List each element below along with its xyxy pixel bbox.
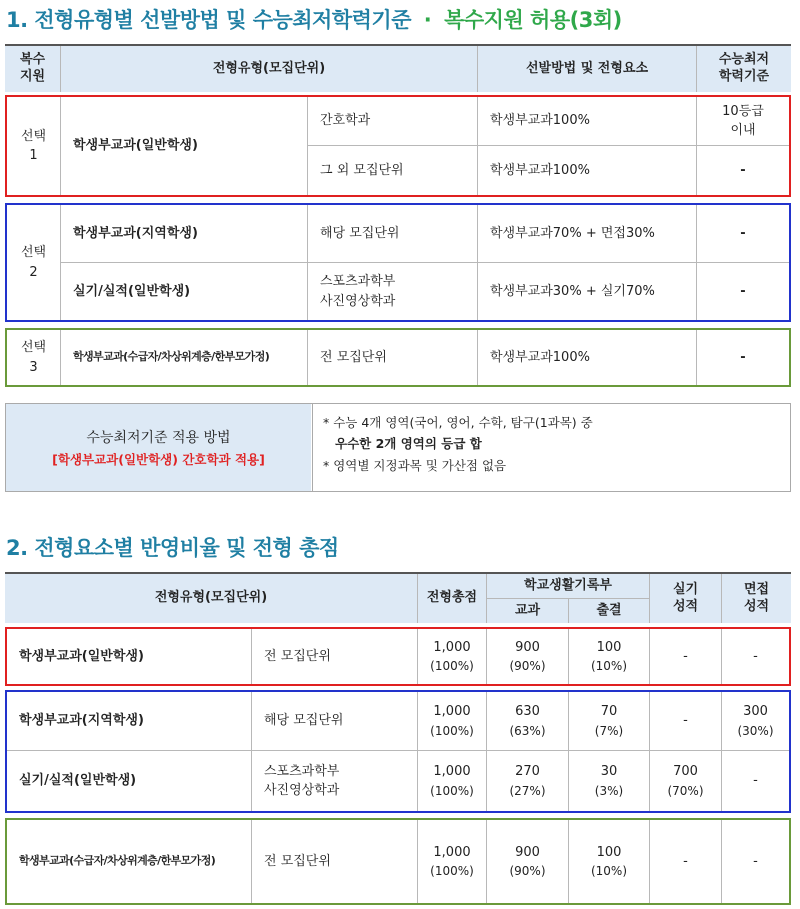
g2-r2-method: 학생부교과30% + 실기70% <box>490 283 655 299</box>
s2-header-subject: 교과 <box>487 599 568 623</box>
g1-r1-min-l2: 이내 <box>730 123 756 138</box>
s2-r3-attendance <box>569 751 649 811</box>
min-standard-rule-2: * 영역별 지정과목 및 가산점 없음 <box>323 457 507 473</box>
s2-r2-type: 학생부교과(지역학생) <box>19 713 144 729</box>
s2-r2-interview <box>722 692 789 750</box>
g2-r2-unit-l1: 스포츠과학부 <box>320 274 396 289</box>
s2-r3-subject <box>487 751 568 811</box>
s2-r3-unit-l1: 스포츠과학부 <box>264 763 340 779</box>
s2-r2-practical: - <box>683 713 688 729</box>
s2-r1-subject-pct: (90%) <box>509 659 546 674</box>
s2-r4-interview: - <box>753 853 758 869</box>
s2-r2-total-pct: (100%) <box>430 723 474 738</box>
s2-r1-attendance <box>569 629 649 684</box>
g3-method: 학생부교과100% <box>490 349 590 365</box>
header-multi-apply <box>5 46 60 92</box>
s2-r1-type: 학생부교과(일반학생) <box>19 648 144 664</box>
section2-title: 2. 전형요소별 반영비율 및 전형 총점 <box>6 536 339 560</box>
s2-r1-unit: 전 모집단위 <box>264 648 331 664</box>
header-min-standard <box>697 46 791 92</box>
g2-r1-min: - <box>740 225 746 241</box>
g1-r1-method: 학생부교과100% <box>490 113 590 129</box>
g1-r2-unit: 그 외 모집단위 <box>320 162 404 178</box>
g1-r1-min <box>697 97 789 145</box>
g2-r1-type: 학생부교과(지역학생) <box>73 225 198 241</box>
choice-3-l1: 선택 <box>20 340 47 355</box>
s2-r1-interview: - <box>753 648 758 664</box>
header-type: 전형유형(모집단위) <box>61 46 477 92</box>
s2-header-interview-l2: 성적 <box>743 598 770 614</box>
g1-r2-min: - <box>740 162 746 178</box>
s2-r3-practical <box>650 751 721 811</box>
s2-r4-type: 학생부교과(수급자/차상위계층/한부모가정) <box>19 854 216 868</box>
s2-r4-attendance-value: 100 <box>596 844 622 860</box>
s2-r4-unit: 전 모집단위 <box>264 853 331 869</box>
choice-1-l2: 1 <box>29 148 38 163</box>
s2-r3-interview: - <box>753 773 758 789</box>
choice-2-l1: 선택 <box>20 245 47 260</box>
g1-r1-unit: 간호학과 <box>320 113 371 129</box>
s2-r3-total <box>418 751 486 811</box>
s2-r4-subject <box>487 820 568 903</box>
s2-r4-total <box>418 820 486 903</box>
s2-r4-attendance <box>569 820 649 903</box>
s2-r3-unit <box>252 751 417 811</box>
s2-r2-total <box>418 692 486 750</box>
min-standard-box <box>5 403 791 492</box>
choice-1-l1: 선택 <box>20 128 47 144</box>
g2-r2-unit-l2: 사진영상학과 <box>320 293 396 309</box>
g1-r2-method: 학생부교과100% <box>490 162 590 178</box>
choice-1-label <box>7 97 60 195</box>
s2-r2-unit: 해당 모집단위 <box>264 713 344 729</box>
choice-3-l2: 3 <box>29 359 38 375</box>
s2-r1-subject-value: 900 <box>515 639 540 655</box>
s2-r3-practical-pct: (70%) <box>667 783 704 798</box>
s2-header-total: 전형총점 <box>418 574 486 623</box>
s2-r3-total-value: 1,000 <box>433 764 471 780</box>
s2-r2-subject-pct: (63%) <box>509 723 546 738</box>
s2-r1-attendance-pct: (10%) <box>590 659 628 674</box>
s2-r2-attendance-value: 70 <box>600 704 618 720</box>
s2-r4-subject-pct: (90%) <box>509 864 546 879</box>
s2-r4-total-value: 1,000 <box>433 844 471 860</box>
header-min-l1: 수능최저 <box>718 52 770 68</box>
s2-header-interview <box>722 574 791 623</box>
choice-2-l2: 2 <box>29 264 38 280</box>
s2-header-practical-l2: 성적 <box>672 598 699 614</box>
min-standard-rule-1-detail: 우수한 2개 영역의 등급 합 <box>335 436 482 452</box>
choice-3-label <box>7 330 60 385</box>
s2-r1-total-pct: (100%) <box>430 659 474 674</box>
min-standard-rule-1: * 수능 4개 영역(국어, 영어, 수학, 탐구(1과목) 중 <box>323 415 593 430</box>
s2-r3-subject-pct: (27%) <box>509 783 546 798</box>
s2-r1-total <box>418 629 486 684</box>
s2-r1-practical: - <box>683 648 688 664</box>
s2-r2-interview-value: 300 <box>743 704 768 720</box>
s2-r3-attendance-value: 30 <box>600 764 618 780</box>
s2-r3-type: 실기/실적(일반학생) <box>19 773 137 789</box>
g3-unit: 전 모집단위 <box>320 349 387 365</box>
header-min-l2: 학력기준 <box>718 69 770 84</box>
header-multi-apply-l1: 복수 <box>19 52 46 68</box>
g3-type: 학생부교과(수급자/차상위계층/한부모가정) <box>73 350 270 364</box>
g2-r2-unit <box>308 263 477 320</box>
s2-r2-attendance <box>569 692 649 750</box>
s2-r4-attendance-pct: (10%) <box>590 864 628 879</box>
s2-r3-subject-value: 270 <box>515 764 540 780</box>
g3-min: - <box>740 349 746 365</box>
s2-r4-practical: - <box>683 853 688 869</box>
g2-r1-unit: 해당 모집단위 <box>320 225 400 241</box>
s2-header-interview-l1: 면접 <box>743 581 770 597</box>
s2-header-record: 학교생활기록부 <box>487 574 649 598</box>
header-multi-apply-l2: 지원 <box>19 69 46 84</box>
min-standard-rules <box>312 404 790 491</box>
min-standard-applies-to: [학생부교과(일반학생) 간호학과 적용] <box>52 452 265 467</box>
s2-r2-interview-pct: (30%) <box>737 723 774 738</box>
s2-r3-unit-l2: 사진영상학과 <box>264 783 340 798</box>
g2-r1-method: 학생부교과70% + 면접30% <box>490 225 655 241</box>
s2-header-practical-l1: 실기 <box>672 581 699 597</box>
header-method: 선발방법 및 전형요소 <box>478 46 696 92</box>
s2-r1-subject <box>487 629 568 684</box>
min-standard-label: 수능최저기준 적용 방법 <box>86 430 231 446</box>
s2-r3-practical-value: 700 <box>673 764 698 780</box>
g2-r2-min: - <box>740 283 746 299</box>
s2-header-practical <box>650 574 721 623</box>
g2-r2-type: 실기/실적(일반학생) <box>73 283 191 299</box>
s2-r3-attendance-pct: (3%) <box>594 783 624 798</box>
s2-r2-total-value: 1,000 <box>433 704 471 720</box>
g1-r1-min-l1: 10등급 <box>722 103 764 119</box>
s2-r1-attendance-value: 100 <box>596 639 622 655</box>
s2-r2-subject <box>487 692 568 750</box>
s2-r3-total-pct: (100%) <box>430 783 474 798</box>
s2-header-attendance: 출결 <box>569 599 649 623</box>
choice-2-label <box>7 205 60 320</box>
s2-r2-subject-value: 630 <box>515 704 540 720</box>
section1-title-main: 1. 전형유형별 선발방법 및 수능최저학력기준 <box>6 8 411 32</box>
s2-header-type: 전형유형(모집단위) <box>5 574 417 623</box>
section1-title <box>6 4 622 34</box>
s2-r1-total-value: 1,000 <box>433 639 471 655</box>
s2-r4-total-pct: (100%) <box>430 864 474 879</box>
s2-r4-subject-value: 900 <box>515 844 540 860</box>
min-standard-label-area <box>6 404 311 491</box>
s2-r2-attendance-pct: (7%) <box>594 723 624 738</box>
section1-title-dot: · <box>423 8 432 32</box>
g1-type: 학생부교과(일반학생) <box>73 138 198 154</box>
section1-title-highlight: 복수지원 허용(3회) <box>444 8 622 32</box>
